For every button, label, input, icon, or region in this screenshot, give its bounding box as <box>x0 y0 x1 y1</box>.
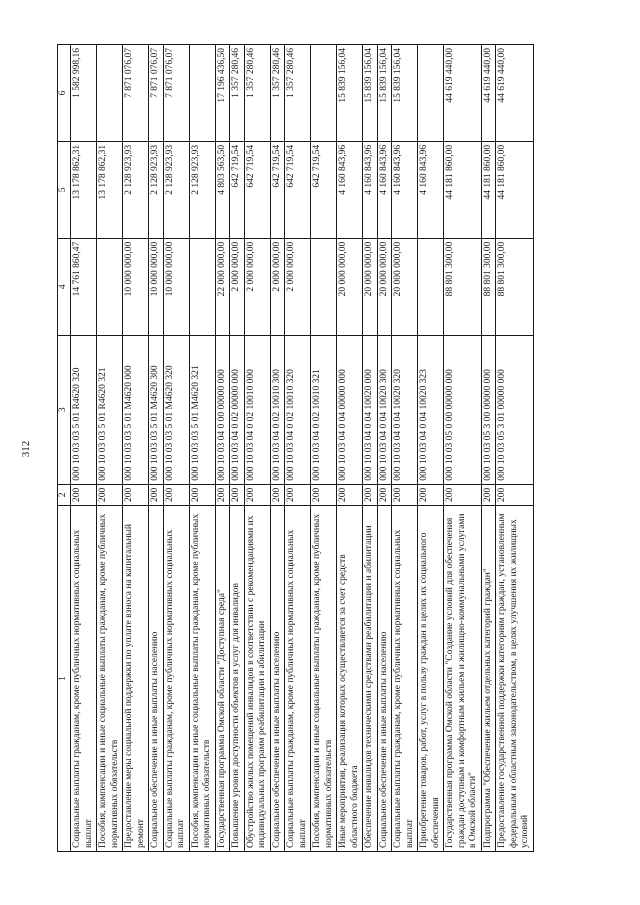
row-executed-amount-cell: 2 128 923,93 <box>189 141 215 238</box>
row-admin-code-cell: 200 <box>496 484 534 505</box>
row-unexecuted-amount-cell: 15 839 156,04 <box>377 45 392 142</box>
row-approved-amount-cell: 10 000 000,00 <box>123 238 149 335</box>
row-classification-code-cell: 000 10 03 04 0 02 10010 320 <box>285 335 311 484</box>
row-unexecuted-amount-cell: 1 357 280,46 <box>244 45 270 142</box>
row-executed-amount-cell: 642 719,54 <box>230 141 245 238</box>
row-classification-code-cell: 000 10 03 04 0 02 00000 000 <box>230 335 245 484</box>
row-executed-amount-cell: 4 160 843,96 <box>418 141 444 238</box>
column-number-4: 4 <box>58 238 71 335</box>
row-name-cell: Подпрограмма "Обеспечение жильем отдельных категорий граждан" <box>481 506 496 852</box>
row-unexecuted-amount-cell: 44 619 440,00 <box>444 45 482 142</box>
row-unexecuted-amount-cell <box>97 45 123 142</box>
column-number-5: 5 <box>58 141 71 238</box>
table-row <box>123 45 149 852</box>
row-executed-amount-cell: 642 719,54 <box>311 141 337 238</box>
row-executed-amount-cell: 2 128 923,93 <box>149 141 164 238</box>
row-classification-code-cell: 000 10 03 03 5 01 M4620 321 <box>189 335 215 484</box>
row-name-cell: Повышение уровня доступности объектов и услуг для инвалидов <box>230 506 245 852</box>
row-name-cell: Социальное обеспечение и иные выплаты населению <box>270 506 285 852</box>
row-name-cell: Социальные выплаты гражданам, кроме публичных нормативных социальных выплат <box>392 506 418 852</box>
row-classification-code-cell: 000 10 03 04 0 02 10010 321 <box>311 335 337 484</box>
row-approved-amount-cell: 88 801 300,00 <box>496 238 534 335</box>
row-admin-code-cell: 200 <box>71 484 97 505</box>
row-classification-code-cell: 000 10 03 04 0 04 10020 000 <box>363 335 378 484</box>
row-approved-amount-cell <box>418 238 444 335</box>
budget-execution-table <box>57 44 534 852</box>
row-classification-code-cell: 000 10 03 04 0 04 10020 300 <box>377 335 392 484</box>
row-approved-amount-cell <box>311 238 337 335</box>
table-row <box>71 45 97 852</box>
row-name-cell: Социальные выплаты гражданам, кроме публичных нормативных социальных выплат <box>285 506 311 852</box>
row-executed-amount-cell: 13 178 862,31 <box>71 141 97 238</box>
row-approved-amount-cell: 14 761 860,47 <box>71 238 97 335</box>
table-row <box>270 45 285 852</box>
row-name-cell: Обеспечение инвалидов техническими средствами реабилитации и абилитации <box>363 506 378 852</box>
column-number-2: 2 <box>58 484 71 505</box>
row-unexecuted-amount-cell: 7 871 076,07 <box>123 45 149 142</box>
row-name-cell: Пособия, компенсации и иные социальные выплаты гражданам, кроме публичных нормативных обязательств <box>189 506 215 852</box>
row-unexecuted-amount-cell: 7 871 076,07 <box>149 45 164 142</box>
row-approved-amount-cell: 2 000 000,00 <box>230 238 245 335</box>
row-admin-code-cell: 200 <box>123 484 149 505</box>
row-classification-code-cell: 000 10 03 04 0 04 10020 323 <box>418 335 444 484</box>
row-name-cell: Иные мероприятия, реализация которых осуществляется за счет средств областного бюджета <box>337 506 363 852</box>
row-classification-code-cell: 000 10 03 03 5 01 M4620 300 <box>149 335 164 484</box>
row-name-cell: Приобретение товаров, работ, услуг в пользу граждан в целях их социального обеспечения <box>418 506 444 852</box>
row-admin-code-cell: 200 <box>418 484 444 505</box>
row-unexecuted-amount-cell: 17 196 436,50 <box>215 45 230 142</box>
table-row <box>363 45 378 852</box>
row-admin-code-cell: 200 <box>444 484 482 505</box>
row-approved-amount-cell <box>97 238 123 335</box>
row-executed-amount-cell: 44 181 860,00 <box>481 141 496 238</box>
row-admin-code-cell: 200 <box>163 484 189 505</box>
row-classification-code-cell: 000 10 03 05 0 00 00000 000 <box>444 335 482 484</box>
row-executed-amount-cell: 44 181 860,00 <box>496 141 534 238</box>
row-unexecuted-amount-cell <box>189 45 215 142</box>
row-name-cell: Социальные выплаты гражданам, кроме публичных нормативных социальных выплат <box>71 506 97 852</box>
row-classification-code-cell: 000 10 03 03 5 01 R4620 320 <box>71 335 97 484</box>
row-approved-amount-cell: 20 000 000,00 <box>392 238 418 335</box>
row-executed-amount-cell: 642 719,54 <box>244 141 270 238</box>
table-row <box>481 45 496 852</box>
row-admin-code-cell: 200 <box>392 484 418 505</box>
table-row <box>337 45 363 852</box>
row-admin-code-cell: 200 <box>97 484 123 505</box>
row-executed-amount-cell: 4 160 843,96 <box>377 141 392 238</box>
row-name-cell: Социальное обеспечение и иные выплаты населению <box>377 506 392 852</box>
column-number-row <box>58 45 71 852</box>
row-executed-amount-cell: 642 719,54 <box>270 141 285 238</box>
row-admin-code-cell: 200 <box>311 484 337 505</box>
row-approved-amount-cell: 2 000 000,00 <box>244 238 270 335</box>
row-executed-amount-cell: 4 160 843,96 <box>363 141 378 238</box>
row-name-cell: Обустройство жилых помещений инвалидов в соответствии с рекомендациями их индивидуальных программ реабилитации и абилитации <box>244 506 270 852</box>
row-approved-amount-cell: 88 801 300,00 <box>481 238 496 335</box>
table-row <box>311 45 337 852</box>
row-approved-amount-cell: 2 000 000,00 <box>285 238 311 335</box>
row-admin-code-cell: 200 <box>230 484 245 505</box>
row-unexecuted-amount-cell <box>418 45 444 142</box>
row-classification-code-cell: 000 10 03 05 3 00 00000 000 <box>481 335 496 484</box>
table-row <box>163 45 189 852</box>
row-name-cell: Государственная программа Омской области "Доступная среда" <box>215 506 230 852</box>
row-name-cell: Пособия, компенсации и иные социальные выплаты гражданам, кроме публичных нормативных обязательств <box>97 506 123 852</box>
row-classification-code-cell: 000 10 03 03 5 01 M4620 320 <box>163 335 189 484</box>
row-name-cell: Предоставление государственной поддержки категориям граждан, установленным федеральным и областным законодательством, в целях улучшения их жилищных условий <box>496 506 534 852</box>
table-row <box>496 45 534 852</box>
row-executed-amount-cell: 44 181 860,00 <box>444 141 482 238</box>
row-classification-code-cell: 000 10 03 04 0 02 10010 000 <box>244 335 270 484</box>
row-approved-amount-cell: 20 000 000,00 <box>377 238 392 335</box>
row-classification-code-cell: 000 10 03 04 0 00 00000 000 <box>215 335 230 484</box>
row-admin-code-cell: 200 <box>270 484 285 505</box>
table-row <box>285 45 311 852</box>
row-unexecuted-amount-cell: 44 619 440,00 <box>481 45 496 142</box>
row-approved-amount-cell: 10 000 000,00 <box>149 238 164 335</box>
row-executed-amount-cell: 4 803 563,50 <box>215 141 230 238</box>
row-classification-code-cell: 000 10 03 04 0 02 10010 300 <box>270 335 285 484</box>
row-executed-amount-cell: 4 160 843,96 <box>392 141 418 238</box>
row-executed-amount-cell: 2 128 923,93 <box>123 141 149 238</box>
row-executed-amount-cell: 4 160 843,96 <box>337 141 363 238</box>
table-row <box>444 45 482 852</box>
row-unexecuted-amount-cell: 44 619 440,00 <box>496 45 534 142</box>
row-name-cell: Социальные выплаты гражданам, кроме публичных нормативных социальных выплат <box>163 506 189 852</box>
row-approved-amount-cell: 2 000 000,00 <box>270 238 285 335</box>
rotated-page <box>57 44 534 852</box>
row-executed-amount-cell: 642 719,54 <box>285 141 311 238</box>
row-executed-amount-cell: 13 178 862,31 <box>97 141 123 238</box>
row-approved-amount-cell: 20 000 000,00 <box>363 238 378 335</box>
row-unexecuted-amount-cell: 1 357 280,46 <box>230 45 245 142</box>
table-row <box>377 45 392 852</box>
row-unexecuted-amount-cell: 15 839 156,04 <box>363 45 378 142</box>
table-row <box>149 45 164 852</box>
row-admin-code-cell: 200 <box>215 484 230 505</box>
row-classification-code-cell: 000 10 03 03 5 01 M4620 000 <box>123 335 149 484</box>
column-number-6: 6 <box>58 45 71 142</box>
table-row <box>189 45 215 852</box>
column-number-3: 3 <box>58 335 71 484</box>
table-row <box>244 45 270 852</box>
table-row <box>97 45 123 852</box>
row-admin-code-cell: 200 <box>377 484 392 505</box>
row-unexecuted-amount-cell: 7 871 076,07 <box>163 45 189 142</box>
row-classification-code-cell: 000 10 03 05 3 01 00000 000 <box>496 335 534 484</box>
row-classification-code-cell: 000 10 03 03 5 01 R4620 321 <box>97 335 123 484</box>
row-name-cell: Пособия, компенсации и иные социальные выплаты гражданам, кроме публичных нормативных обязательств <box>311 506 337 852</box>
table-row <box>215 45 230 852</box>
row-admin-code-cell: 200 <box>481 484 496 505</box>
row-classification-code-cell: 000 10 03 04 0 04 00000 000 <box>337 335 363 484</box>
row-unexecuted-amount-cell <box>311 45 337 142</box>
row-admin-code-cell: 200 <box>337 484 363 505</box>
row-admin-code-cell: 200 <box>285 484 311 505</box>
row-unexecuted-amount-cell: 1 357 280,46 <box>270 45 285 142</box>
row-executed-amount-cell: 2 128 923,93 <box>163 141 189 238</box>
row-approved-amount-cell: 10 000 000,00 <box>163 238 189 335</box>
row-approved-amount-cell <box>189 238 215 335</box>
row-name-cell: Предоставление меры социальной поддержки по уплате взноса на капитальный ремонт <box>123 506 149 852</box>
row-unexecuted-amount-cell: 1 582 998,16 <box>71 45 97 142</box>
row-approved-amount-cell: 20 000 000,00 <box>337 238 363 335</box>
row-classification-code-cell: 000 10 03 04 0 04 10020 320 <box>392 335 418 484</box>
column-number-1: 1 <box>58 506 71 852</box>
table-row <box>392 45 418 852</box>
row-admin-code-cell: 200 <box>189 484 215 505</box>
table-row <box>230 45 245 852</box>
row-admin-code-cell: 200 <box>363 484 378 505</box>
row-admin-code-cell: 200 <box>149 484 164 505</box>
page-number: 312 <box>20 440 32 458</box>
row-admin-code-cell: 200 <box>244 484 270 505</box>
row-unexecuted-amount-cell: 15 839 156,04 <box>337 45 363 142</box>
row-approved-amount-cell: 22 000 000,00 <box>215 238 230 335</box>
table-body <box>71 45 534 852</box>
row-name-cell: Социальное обеспечение и иные выплаты населению <box>149 506 164 852</box>
row-unexecuted-amount-cell: 15 839 156,04 <box>392 45 418 142</box>
row-unexecuted-amount-cell: 1 357 280,46 <box>285 45 311 142</box>
table-row <box>418 45 444 852</box>
row-approved-amount-cell: 88 801 300,00 <box>444 238 482 335</box>
row-name-cell: Государственная программа Омской области "Создание условий для обеспечения граждан доступным и комфортным жильем и жилищно-коммунальными услугами в Омской области" <box>444 506 482 852</box>
